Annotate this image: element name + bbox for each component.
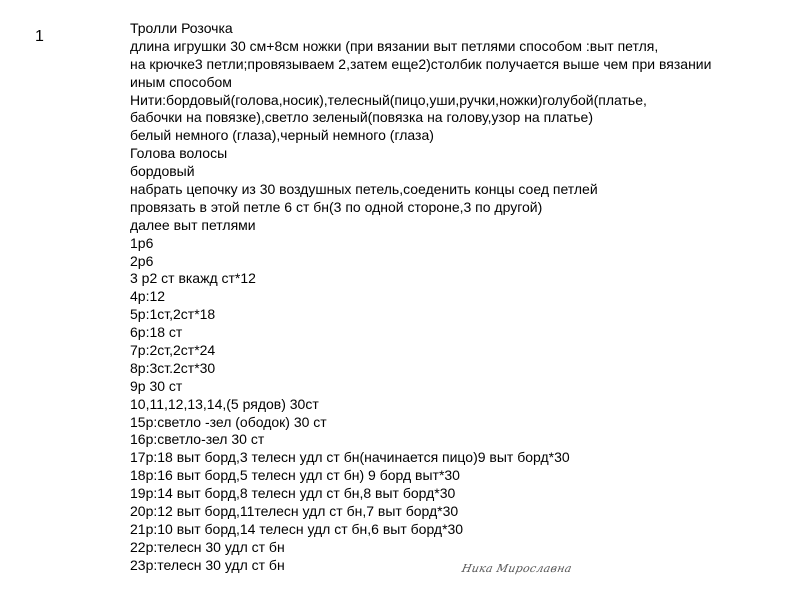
text-line: 19р:14 выт борд,8 телесн удл ст бн,8 выт борд*30 xyxy=(130,485,456,502)
text-line: Тролли Розочка xyxy=(130,20,233,36)
text-line: 1р6 xyxy=(130,234,154,251)
pattern-text xyxy=(130,20,790,575)
text-line: далее выт петлями xyxy=(130,216,256,233)
text-line: белый немного (глаза),черный немного (глаза) xyxy=(130,127,434,144)
text-line: 18р:16 выт борд,5 телесн удл ст бн) 9 борд выт*30 xyxy=(130,467,460,484)
page-number: 1 xyxy=(35,28,44,45)
text-line: 15р:светло -зел (ободок) 30 ст xyxy=(130,413,327,430)
text-line: провязать в этой петле 6 ст бн(3 по одной стороне,3 по другой) xyxy=(130,198,543,215)
text-line: Нити:бордовый(голова,носик),телесный(пицо,уши,ручки,ножки)голубой(платье, xyxy=(130,91,647,108)
text-line: 4р:12 xyxy=(130,288,166,305)
text-line: 8р:3ст.2ст*30 xyxy=(130,359,216,376)
text-line: длина игрушки 30 см+8см ножки (при вязании выт петлями способом :выт петля, xyxy=(130,37,659,54)
text-line: на крючке3 петли;провязываем 2,затем еще2)столбик получается выше чем при вязании xyxy=(130,55,712,72)
text-line: 10,11,12,13,14,(5 рядов) 30ст xyxy=(130,395,319,412)
text-line: 22р:телесн 30 удл ст бн xyxy=(130,538,285,555)
author-signature: Ника Мирославна xyxy=(460,562,574,575)
text-line: 23р:телесн 30 удл ст бн xyxy=(130,556,285,573)
text-line: Голова волосы xyxy=(130,145,228,162)
text-line: бабочки на повязке),светло зеленый(повязка на голову,узор на платье) xyxy=(130,109,593,126)
text-line: 3 р2 ст вкажд ст*12 xyxy=(130,270,256,287)
text-line: 2р6 xyxy=(130,252,154,269)
text-line: 6р:18 ст xyxy=(130,324,183,341)
text-line: 9р 30 ст xyxy=(130,377,183,394)
text-line: 7р:2ст,2ст*24 xyxy=(130,342,216,359)
text-line: 5р:1ст,2ст*18 xyxy=(130,306,216,323)
text-line: 17р:18 выт борд,3 телесн удл ст бн(начинается пицо)9 выт борд*30 xyxy=(130,449,570,466)
text-line: 21р:10 выт борд,14 телесн удл ст бн,6 выт борд*30 xyxy=(130,520,464,537)
text-line: 20р:12 выт борд,11телесн удл ст бн,7 выт борд*30 xyxy=(130,503,459,520)
text-line: иным способом xyxy=(130,73,232,90)
text-line: бордовый xyxy=(130,163,195,180)
text-line: набрать цепочку из 30 воздушных петель,соеденить концы соед петлей xyxy=(130,181,598,198)
text-line: 16р:светло-зел 30 ст xyxy=(130,431,265,448)
